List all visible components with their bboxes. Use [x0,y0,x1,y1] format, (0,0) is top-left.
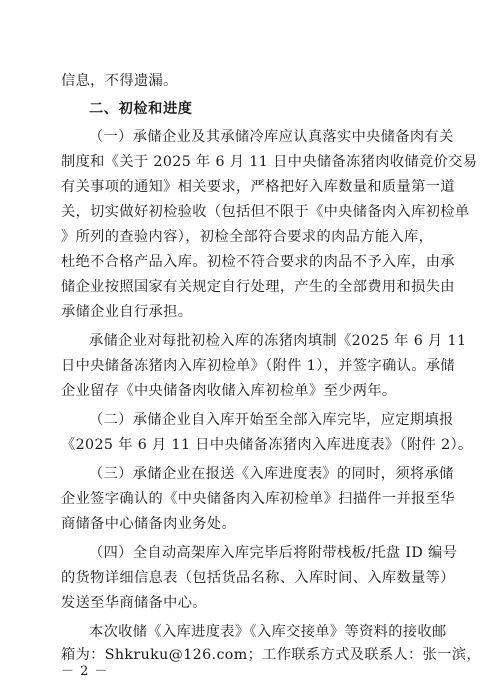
paragraph-line: 制度和《关于 2025 年 6 月 11 日中央储备冻猪肉收储竞价交易 [61,154,478,170]
text-line: 信息，不得遗漏。 [61,73,178,89]
paragraph-line: 储企业按照国家有关规定自行处理，产生的全部费用和损失由 [61,279,455,295]
paragraph-line: （三）承储企业在报送《入库进度表》的同时，须将承储 [89,466,454,482]
paragraph-line: 承储企业对每批初检入库的冻猪肉填制《2025 年 6 月 11 [89,333,467,349]
paragraph-line: 商储备中心储备肉业务处。 [61,516,237,532]
paragraph-line: 有关事项的通知》相关要求，严格把好入库数量和质量第一道 [61,179,455,195]
paragraph-line: （四）全自动高架库入库完毕后将附带栈板/托盘 ID 编号 [89,545,458,561]
paragraph-line: 《2025 年 6 月 11 日中央储备冻猪肉入库进度表》（附件 2）。 [61,437,473,453]
paragraph-line: 本次收储《入库进度表》《入库交接单》等资料的接收邮 [89,624,447,640]
paragraph-line: （一）承储企业及其承储冷库应认真落实中央储备肉有关 [89,129,454,145]
paragraph-line: （二）承储企业自入库开始至全部入库完毕，应定期填报 [89,412,454,428]
paragraph-line: 》所列的查验内容），初检全部符合要求的肉品方能入库， [61,229,434,245]
paragraph-line: 日中央储备冻猪肉入库初检单》（附件 1），并签字确认。承储 [61,358,456,374]
paragraph-line: 企业留存《中央储备肉收储入库初检单》至少两年。 [61,383,397,399]
section-heading: 二、初检和进度 [89,101,193,117]
paragraph-line: 企业签字确认的《中央储备肉入库初检单》扫描件一并报至华 [61,491,455,507]
paragraph-line: 承储企业自行承担。 [61,304,193,320]
paragraph-line: 发送至华商储备中心。 [61,595,207,611]
paragraph-line: 杜绝不合格产品入库。初检不符合要求的肉品不予入库，由承 [61,254,455,270]
paragraph-line: 的货物详细信息表（包括货品名称、入库时间、入库数量等） [61,570,455,586]
page-number: － 2 － [61,664,109,679]
paragraph-line: 箱为：Shkruku@126.com；工作联系方式及联系人：张一滨， [61,647,481,663]
paragraph-line: 关，切实做好初检验收（包括但不限于《中央储备肉入库初检单 [61,204,470,220]
